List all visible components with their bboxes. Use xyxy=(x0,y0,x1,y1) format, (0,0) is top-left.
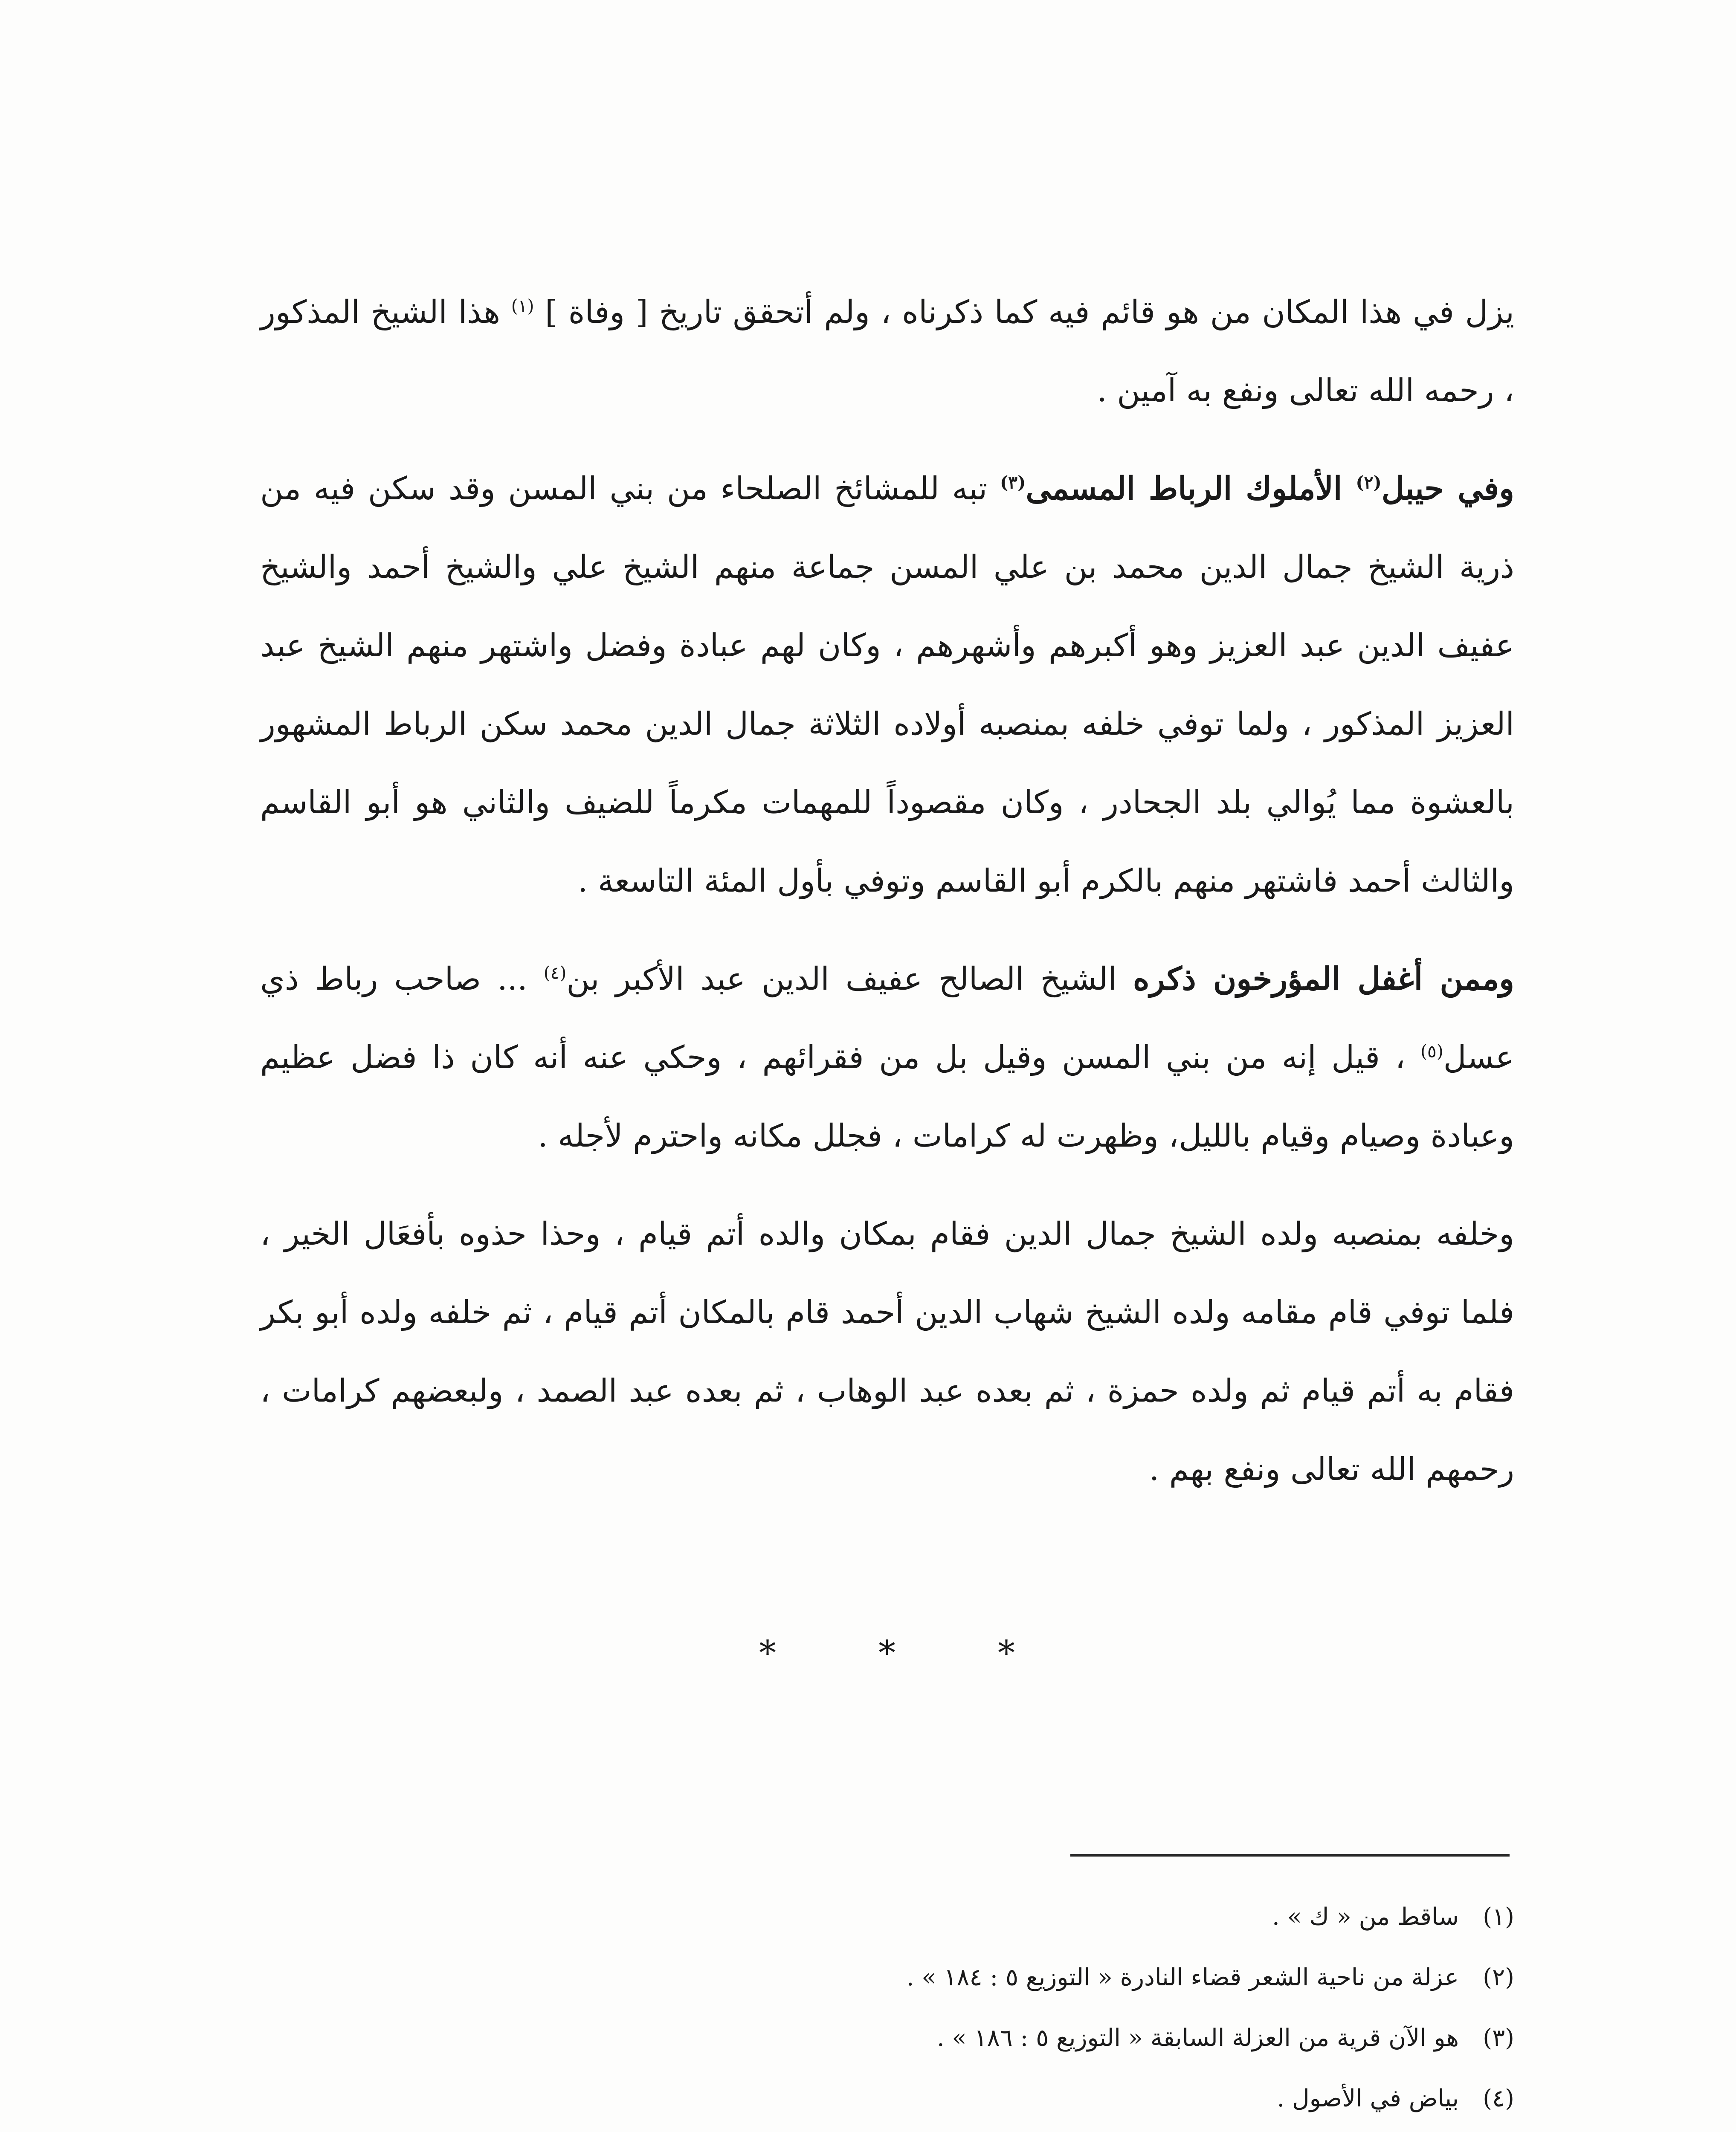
paragraph-text: هذا الشيخ المذكور ، رحمه الله تعالى ونفع به آمين . xyxy=(260,294,1514,409)
footnote-text: هو الآن قرية من العزلة السابقة « التوزيع ٥ : ١٨٦ » . xyxy=(936,2024,1459,2052)
footnote-text xyxy=(260,2129,1459,2132)
footnote-ref-4[interactable]: (٤) xyxy=(543,962,567,983)
paragraph-text: ... صاحب رباط ذي عسل xyxy=(260,961,1514,1076)
paragraph-1 xyxy=(260,273,1514,430)
footnote-number xyxy=(1459,2129,1514,2132)
paragraph-lead-continued: الأملوك الرباط المسمى xyxy=(1026,470,1356,507)
footnote-ref-1[interactable]: (١) xyxy=(511,295,534,316)
footnote-text: بياض في الأصول . xyxy=(1277,2085,1459,2112)
separator-star: * xyxy=(878,1633,896,1673)
section-separator xyxy=(759,1633,1015,1673)
separator-star: * xyxy=(998,1633,1015,1673)
footnote-ref-5[interactable]: (٥) xyxy=(1420,1041,1443,1062)
footnote-2 xyxy=(260,1947,1514,2008)
paragraph-2 xyxy=(260,449,1514,920)
footnote-ref-2[interactable]: (٢) xyxy=(1356,472,1382,493)
footnotes xyxy=(260,1887,1514,2132)
footnote-divider xyxy=(1070,1854,1510,1857)
footnote-text: ساقط من « ك » . xyxy=(1272,1903,1459,1931)
footnote-1 xyxy=(260,1887,1514,1947)
paragraph-lead: وممن أغفل المؤرخون ذكره xyxy=(1133,961,1514,997)
separator-star: * xyxy=(759,1633,776,1673)
paragraph-4 xyxy=(260,1195,1514,1509)
footnote-text: عزلة من ناحية الشعر قضاء النادرة « التوزيع ٥ : ١٨٤ » . xyxy=(906,1964,1459,1991)
paragraph-lead: وفي حيبل xyxy=(1381,470,1514,507)
paragraph-text: ، قيل إنه من بني المسن وقيل بل من فقرائهم ، وحكي عنه أنه كان ذا فضل عظيم وعبادة وصيام وقيام بالليل، وظهرت له كرامات ، فجلل مكانه واحترم لأجله . xyxy=(260,1039,1514,1154)
footnote-4 xyxy=(260,2068,1514,2129)
footnote-ref-3[interactable]: (٣) xyxy=(1000,472,1026,493)
footnote-5 xyxy=(260,2129,1514,2132)
footnote-number: (١) xyxy=(1483,1903,1514,1931)
paragraph-text: وخلفه بمنصبه ولده الشيخ جمال الدين فقام بمكان والده أتم قيام ، وحذا حذوه بأفعَال الخير ، فلما توفي قام مقامه ولده الشيخ شهاب الدين أحمد قام بالمكان أتم قيام ، ثم خلفه ولده أبو بكر فقام به أتم قيام ثم ولده حمزة ، ثم بعده عبد الوهاب ، ثم بعده عبد الصمد ، ولبعضهم كرامات ، رحمهم الله تعالى ونفع بهم . xyxy=(260,1216,1514,1488)
paragraph-3 xyxy=(260,940,1514,1175)
footnote-3 xyxy=(260,2008,1514,2068)
paragraph-text: يزل في هذا المكان من هو قائم فيه كما ذكرناه ، ولم أتحقق تاريخ [ وفاة ] xyxy=(534,294,1514,330)
main-text xyxy=(260,273,1514,1528)
footnote-number: (٣) xyxy=(1483,2024,1514,2052)
paragraph-text: تبه للمشائخ الصلحاء من بني المسن وقد سكن فيه من ذرية الشيخ جمال الدين محمد بن علي المسن جماعة منهم الشيخ علي والشيخ أحمد والشيخ عفيف الدين عبد العزيز وهو أكبرهم وأشهرهم ، وكان لهم عبادة وفضل واشتهر منهم الشيخ عبد العزيز المذكور ، ولما توفي خلفه بمنصبه أولاده الثلاثة جمال الدين محمد سكن الرباط المشهور بالعشوة مما يُوالي بلد الجحادر ، وكان مقصوداً للمهمات مكرماً للضيف والثاني هو أبو القاسم والثالث أحمد فاشتهر منهم بالكرم أبو القاسم وتوفي بأول المئة التاسعة . xyxy=(260,470,1514,899)
footnote-number: (٢) xyxy=(1483,1964,1514,1991)
paragraph-text: الشيخ الصالح عفيف الدين عبد الأكبر بن xyxy=(566,961,1133,997)
footnote-number: (٤) xyxy=(1483,2085,1514,2112)
